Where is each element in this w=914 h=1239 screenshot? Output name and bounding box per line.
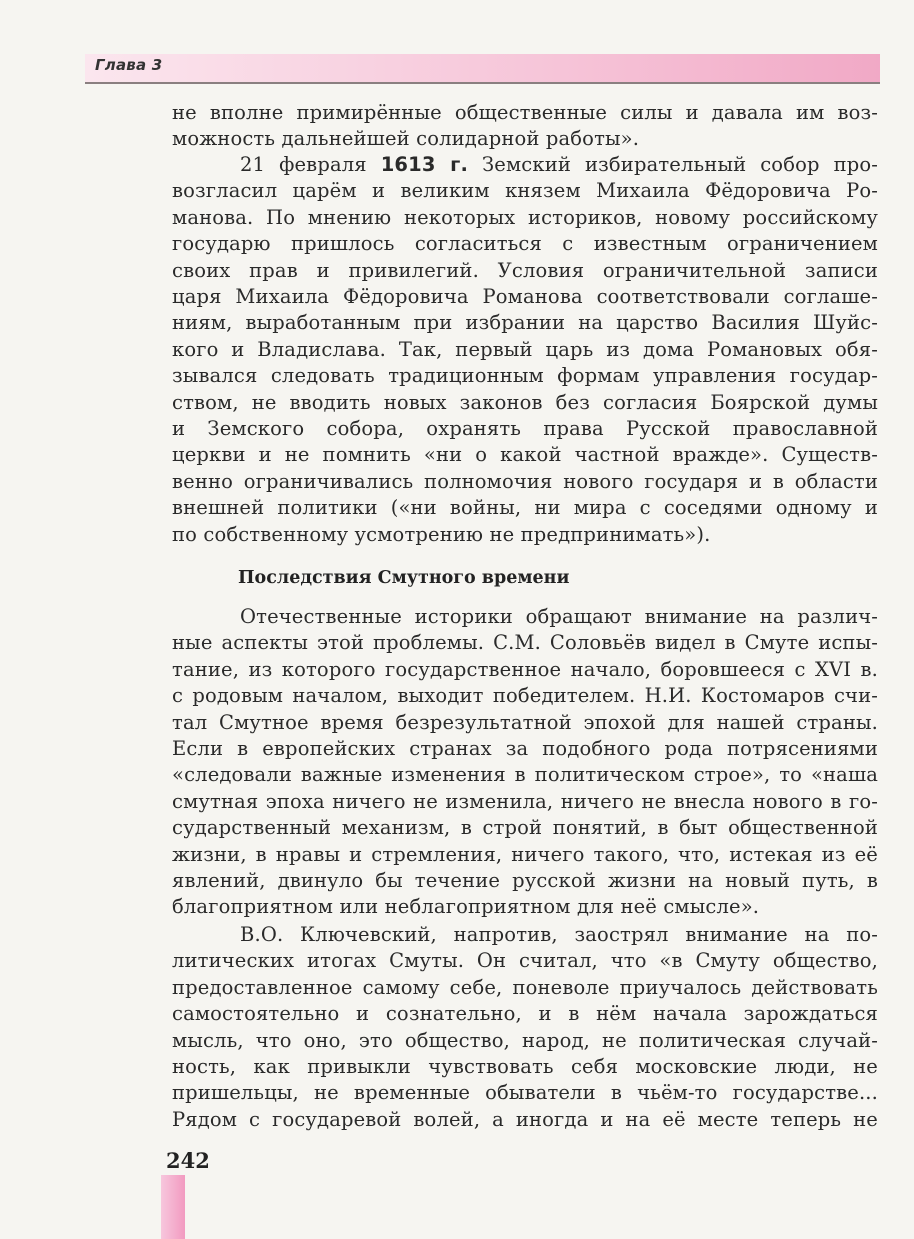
text-line: сударственный механизм, в строй понятий, в быт общественной [172,816,878,840]
section-heading: Последствия Смутного времени [238,568,570,588]
text-line: возгласил царём и великим князем Михаила Фёдоровича Ро- [172,179,878,203]
text-line: мысль, что оно, это общество, народ, не политическая случай- [172,1028,878,1052]
paragraph-klyuchevsky [172,922,878,1133]
text-line: ность, как привыкли чувствовать себя московские люди, не [172,1055,878,1079]
text-line: Рядом с государевой волей, а иногда и на её месте теперь не [172,1107,878,1131]
text-line: самостоятельно и сознательно, и в нём начала зарождаться [172,1002,878,1026]
header-divider [85,82,880,84]
text-line: жизни, в нравы и стремления, ничего такого, что, истекая из её [172,842,878,866]
text-line: своих прав и привилегий. Условия ограничительной записи [172,258,878,282]
text-line: можность дальнейшей солидарной работы». [172,127,640,151]
text-line: не вполне примирённые общественные силы и давала им воз- [172,101,878,124]
text-line: ниям, выработанным при избрании на царство Василия Шуйс- [172,311,878,335]
text-line: манова. По мнению некоторых историков, новому российскому [172,205,878,229]
text-line: тание, из которого государственное начало, боровшееся с XVI в. [172,657,878,681]
text-line: венно ограничивались полномочия нового государя и в области [172,469,878,493]
text-line [172,152,878,178]
text-line: литических итогах Смуты. Он считал, что «в Смуту общество, [172,949,878,973]
text-line: явлений, двинуло бы течение русской жизни на новый путь, в [172,869,878,893]
page-number: 242 [166,1148,210,1173]
text-line: царя Михаила Фёдоровича Романова соответствовали соглаше- [172,285,878,309]
text-line: предоставленное самому себе, поневоле приучалось действовать [172,975,878,999]
text-line: благоприятном или неблагоприятном для неё смысле». [172,895,760,919]
text-line: кого и Владислава. Так, первый царь из дома Романовых обя- [172,337,878,361]
text-line: Отечественные историки обращают внимание на различ- [240,605,878,628]
text-line: ством, не вводить новых законов без согласия Боярской думы [172,390,878,414]
text-line: внешней политики («ни войны, ни мира с соседями одному и [172,496,878,520]
text-line: зывался следовать традиционным формам управления государ- [172,364,878,388]
year-bold: 1613 г. [380,153,469,176]
paragraph-1613 [172,152,878,548]
text-line: по собственному усмотрению не предпринимать»). [172,522,711,546]
page-side-tab [161,1175,185,1239]
paragraph-continuation [172,100,878,153]
text-line: ные аспекты этой проблемы. С.М. Соловьёв видел в Смуте испы- [172,631,878,655]
text-line: пришельцы, не временные обыватели в чьём-то государстве... [172,1081,878,1105]
date-text: 21 февраля [240,153,381,176]
text-line: смутная эпоха ничего не изменила, ничего не внесла нового в го- [172,789,878,813]
text-line: и Земского собора, охранять права Русской православной [172,417,878,441]
chapter-header-band [85,54,880,82]
text-line: тал Смутное время безрезультатной эпохой для нашей страны. [172,710,878,734]
chapter-label: Глава 3 [95,56,163,74]
text-line: «следовали важные изменения в политическом строе», то «наша [172,763,878,787]
text-line: Если в европейских странах за подобного рода потрясениями [172,737,878,761]
text-line: с родовым началом, выходит победителем. Н.И. Костомаров счи- [172,684,878,708]
text-line: государю пришлось согласиться с известным ограничением [172,232,878,256]
text-fragment: Земский избирательный собор про- [468,153,878,176]
text-line: В.О. Ключевский, напротив, заострял внимание на по- [240,923,878,946]
paragraph-historians [172,604,878,921]
text-line: церкви и не помнить «ни о какой частной вражде». Существ- [172,443,878,467]
